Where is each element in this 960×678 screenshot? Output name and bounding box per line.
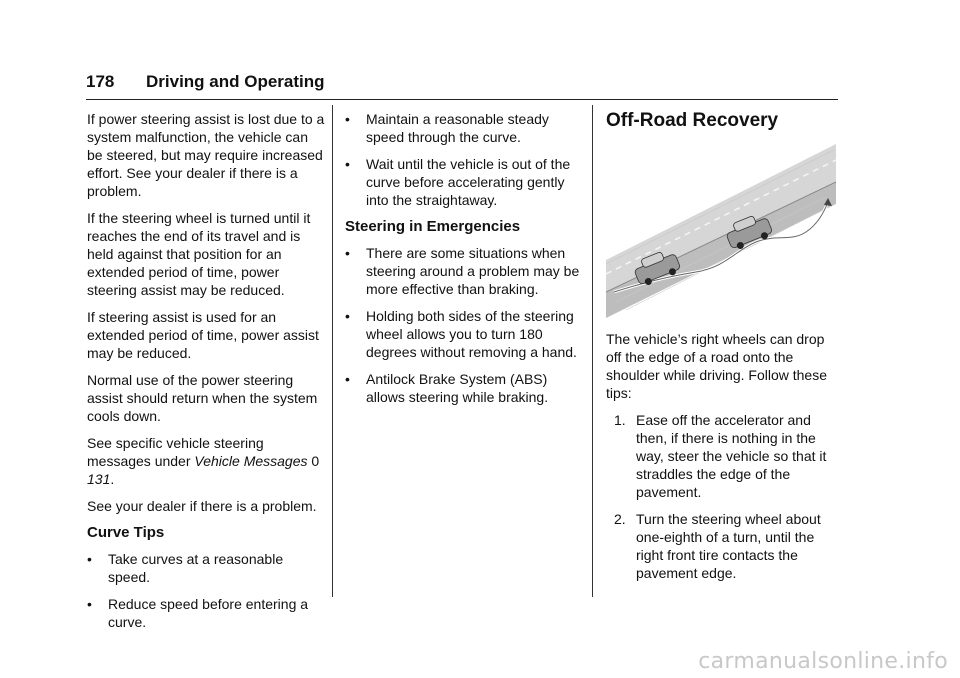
step-number: 1. — [614, 412, 626, 428]
vehicle-messages-link[interactable]: Vehicle Messages — [194, 453, 308, 469]
paragraph: See your dealer if there is a problem. — [87, 498, 317, 514]
step-number: 2. — [614, 511, 626, 527]
bullet-icon: • — [345, 371, 350, 387]
list-item — [87, 595, 327, 631]
column-3 — [606, 110, 842, 591]
watermark: carmanualsonline.info — [698, 649, 948, 674]
column-2 — [345, 110, 585, 415]
paragraph: The vehicle’s right wheels can drop off the edge of a road onto the shoulder while driving. Follow these tips: — [606, 331, 827, 401]
vehicle-messages-reference — [87, 434, 327, 488]
bullet-icon: • — [345, 308, 350, 324]
bullet-icon: • — [87, 551, 92, 567]
list-item — [345, 110, 585, 146]
list-item — [87, 550, 327, 586]
bullet-icon: • — [345, 245, 350, 261]
list-item-text: Wait until the vehicle is out of the curve before accelerating gently into the straightaway. — [366, 156, 571, 208]
list-item — [345, 370, 585, 406]
list-item-text: Holding both sides of the steering wheel allows you to turn 180 degrees without removing a hand. — [366, 308, 577, 360]
list-item-text: There are some situations when steering around a problem may be more effective than braking. — [366, 245, 580, 297]
curve-tips-heading: Curve Tips — [87, 524, 165, 541]
off-road-recovery-heading: Off-Road Recovery — [606, 110, 779, 131]
list-item — [606, 510, 842, 582]
section-title: Driving and Operating — [146, 72, 325, 91]
steering-emergencies-heading: Steering in Emergencies — [345, 218, 521, 235]
page-ref-icon: 0 — [311, 453, 320, 469]
column-divider-1 — [332, 105, 333, 597]
list-item-text: Ease off the accelerator and then, if there is nothing in the way, steer the vehicle so that it straddles the edge of the pavement. — [636, 412, 827, 500]
list-item — [345, 307, 585, 361]
reference-end: . — [110, 471, 115, 487]
list-item-text: Reduce speed before entering a curve. — [108, 596, 309, 630]
list-item-text: Turn the steering wheel about one-eighth of a turn, until the right front tire contacts the pavement edge. — [636, 511, 821, 581]
column-1 — [87, 110, 327, 640]
list-item — [345, 244, 585, 298]
paragraph: Normal use of the power steering assist should return when the system cools down. — [87, 372, 318, 424]
bullet-icon: • — [87, 596, 92, 612]
list-item — [606, 411, 842, 501]
bullet-icon: • — [345, 111, 350, 127]
page-header — [86, 70, 838, 100]
list-item-text: Take curves at a reasonable speed. — [108, 551, 284, 585]
bullet-icon: • — [345, 156, 350, 172]
paragraph: If the steering wheel is turned until it reaches the end of its travel and is held against that position for an extended period of time, power steering assist may be reduced. — [87, 210, 311, 298]
list-item-text: Antilock Brake System (ABS) allows steering while braking. — [366, 371, 549, 405]
off-road-recovery-illustration — [606, 142, 836, 318]
paragraph: If power steering assist is lost due to a system malfunction, the vehicle can be steered, but may require increased effort. See your dealer if there is a problem. — [87, 111, 325, 199]
reference-text: See specific vehicle steering messages under — [87, 435, 264, 469]
column-divider-2 — [592, 105, 593, 597]
list-item — [345, 155, 585, 209]
page-ref-number[interactable]: 131 — [87, 471, 111, 487]
paragraph: If steering assist is used for an extended period of time, power assist may be reduced. — [87, 309, 319, 361]
list-item-text: Maintain a reasonable steady speed through the curve. — [366, 111, 549, 145]
page-number: 178 — [86, 72, 115, 91]
